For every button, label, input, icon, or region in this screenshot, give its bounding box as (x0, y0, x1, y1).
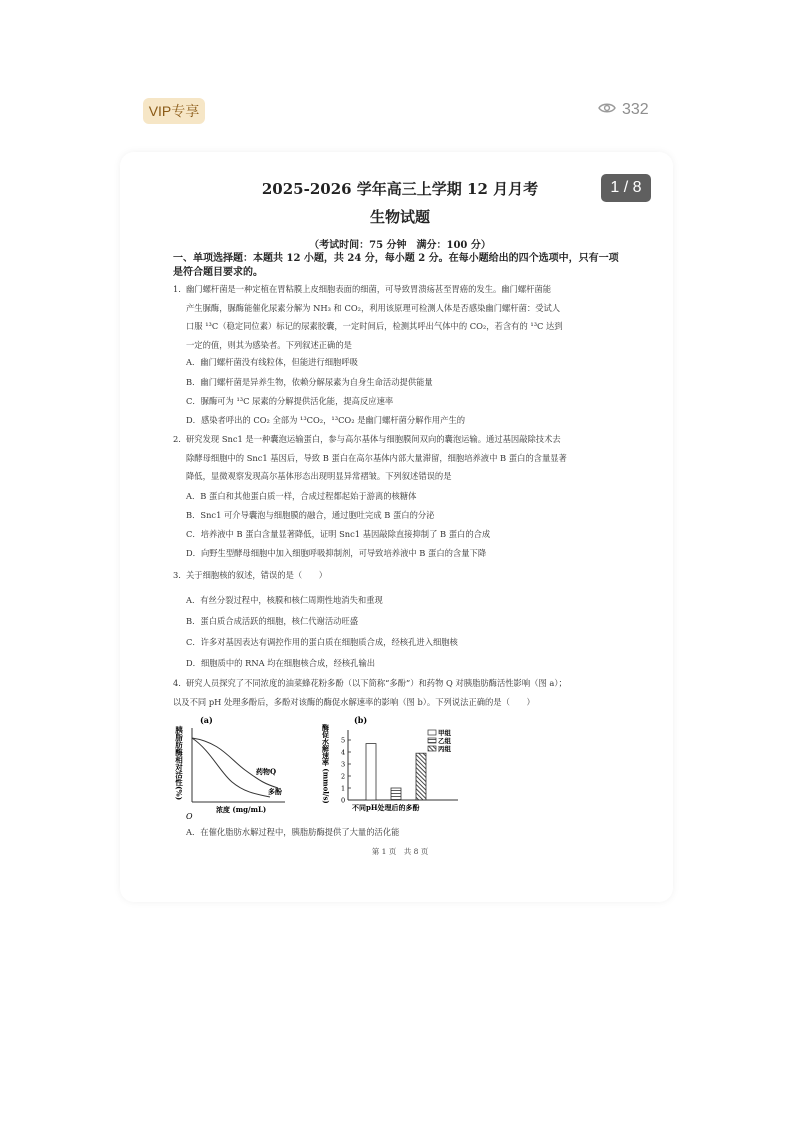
q2-line: 除酵母细胞中的 Snc1 基因后，导致 B 蛋白在高尔基体内部大量滞留，细胞培养液中 B 蛋白的含量显著 (186, 452, 567, 463)
exam-title: 2025-2026 学年高三上学期 12 月月考 (261, 180, 539, 198)
legend-label: 甲组 (438, 729, 451, 737)
vip-badge: VIP专享 (143, 98, 205, 124)
q2-option-d: D．向野生型酵母细胞中加入细胞呼吸抑制剂，可导致培养液中 B 蛋白的含量下降 (186, 548, 487, 558)
figure-b-ylabel: 酶促水解速率 (mmol/s) (321, 724, 331, 804)
q2-line: 降低，显微观察发现高尔基体形态出现明显异常褶皱。下列叙述错误的是 (186, 471, 452, 482)
q1-option-d: D．感染者呼出的 CO₂ 全部为 ¹³CO₂，¹³CO₂ 是幽门螺杆菌分解作用产生的 (186, 415, 466, 425)
figure-a-label: (a) (200, 715, 213, 725)
curve-drug-q (192, 738, 278, 788)
curve-label-polyphenol: 多酚 (268, 787, 282, 796)
q3-option-b: B．蛋白质合成活跃的细胞，核仁代谢活动旺盛 (186, 616, 359, 626)
question-1 (173, 280, 563, 354)
y-tick-label: 2 (341, 772, 346, 781)
y-tick-label: 0 (341, 796, 346, 805)
y-tick-label: 5 (341, 736, 346, 745)
legend-swatch (428, 738, 436, 743)
q2-option-a: A．B 蛋白和其他蛋白质一样，合成过程都起始于游离的核糖体 (186, 491, 417, 501)
question-number: 4. (173, 678, 181, 688)
legend-label: 丙组 (438, 745, 451, 753)
question-number: 3. (173, 570, 181, 580)
page-indicator[interactable]: 1 / 8 (601, 174, 651, 202)
exam-subtitle: 生物试题 (369, 208, 430, 226)
q1-option-a: A．幽门螺杆菌没有线粒体，但能进行细胞呼吸 (186, 357, 358, 367)
question-4 (173, 674, 567, 711)
bar-丙组 (416, 753, 426, 800)
curve-label-drug-q: 药物Q (256, 767, 277, 776)
question-number: 2. (173, 434, 181, 444)
question-2 (173, 430, 567, 486)
view-count (598, 99, 649, 121)
q3-option-d: D．细胞质中的 RNA 均在细胞核合成，经核孔输出 (186, 658, 376, 668)
figure-a-ylabel: 胰脂肪酶相对活性(%) (174, 726, 184, 801)
question-number: 1. (173, 284, 181, 294)
q2-option-c: C．培养液中 B 蛋白含量显著降低，证明 Snc1 基因敲除直接抑制了 B 蛋白的合成 (186, 529, 491, 539)
eye-icon (598, 101, 616, 119)
legend-label: 乙组 (438, 737, 451, 745)
q1-option-b: B．幽门螺杆菌是异养生物，依赖分解尿素为自身生命活动提供能量 (186, 377, 433, 387)
figure-b (318, 714, 468, 820)
figure-a (170, 714, 290, 820)
q4-line: 研究人员探究了不同浓度的油菜蜂花粉多酚（以下简称“多酚”）和药物 Q 对胰脂肪酶活性影响（图 a）； (186, 678, 567, 688)
q1-line: 产生脲酶，脲酶能催化尿素分解为 NH₃ 和 CO₂，利用该原理可检测人体是否感染幽门螺杆菌：受试人 (186, 302, 561, 313)
q1-line: 幽门螺杆菌是一种定植在胃粘膜上皮细胞表面的细菌，可导致胃溃疡甚至胃癌的发生。幽门螺杆菌能 (186, 284, 552, 294)
q3-option-a: A．有丝分裂过程中，核膜和核仁周期性地消失和重现 (186, 595, 383, 605)
q1-line: 一定的值，则其为感染者。下列叙述正确的是 (186, 339, 352, 350)
page-footer: 第 1 页 共 8 页 (371, 847, 429, 856)
question-3 (173, 566, 328, 585)
bar-乙组 (391, 788, 401, 800)
q1-line: 口服 ¹³C（稳定同位素）标记的尿素胶囊，一定时间后，检测其呼出气体中的 CO₂，若含有的 ¹³C 达到 (186, 321, 563, 332)
y-tick-label: 3 (341, 760, 346, 769)
figure-b-label: (b) (354, 715, 368, 725)
legend-swatch (428, 730, 436, 735)
q3-option-c: C．许多对基因表达有调控作用的蛋白质在细胞质合成，经核孔进入细胞核 (186, 637, 458, 647)
y-tick-label: 4 (341, 748, 346, 757)
figure-a-xlabel: 浓度 (mg/mL) (216, 805, 267, 814)
y-tick-label: 1 (341, 784, 346, 793)
q2-option-b: B．Snc1 可介导囊泡与细胞膜的融合，通过胞吐完成 B 蛋白的分泌 (186, 510, 435, 520)
q3-stem: 关于细胞核的叙述，错误的是（ ） (186, 570, 328, 580)
view-count-value: 332 (622, 101, 649, 118)
q1-option-c: C．脲酶可为 ¹³C 尿素的分解提供活化能，提高反应速率 (186, 396, 394, 406)
legend-swatch (428, 746, 436, 751)
figure-a-origin: O (186, 812, 193, 820)
bar-甲组 (366, 744, 376, 800)
q4-option-a: A．在催化脂肪水解过程中，胰脂肪酶提供了大量的活化能 (186, 827, 400, 837)
figure-b-xlabel: 不同pH处理后的多酚 (352, 803, 420, 812)
section-heading: 一、单项选择题：本题共 12 小题，共 24 分，每小题 2 分。在每小题给出的四个选项中，只有一项是符合题目要求的。 (173, 253, 619, 278)
q2-line: 研究发现 Snc1 是一种囊泡运输蛋白，参与高尔基体与细胞膜间双向的囊泡运输。通过基因敲除技术去 (186, 434, 561, 444)
q4-line: 以及不同 pH 处理多酚后，多酚对该酶的酶促水解速率的影响（图 b）。下列说法正确的是（ ） (173, 696, 535, 707)
exam-meta: （考试时间：75 分钟 满分：100 分） (309, 240, 491, 251)
